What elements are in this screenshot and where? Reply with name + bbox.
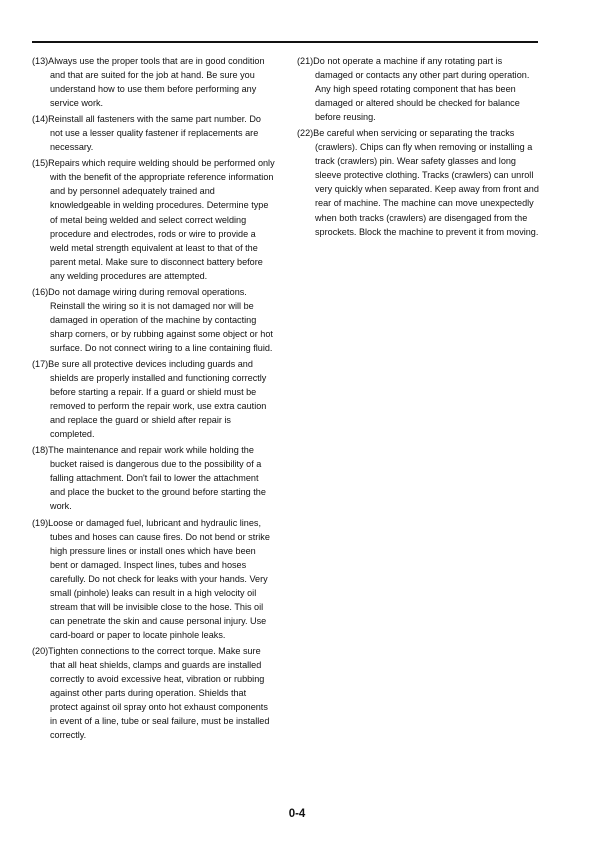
safety-item-13	[32, 54, 275, 110]
item-text: Loose or damaged fuel, lubricant and hydraulic lines, tubes and hoses can cause fires. Do not bend or strike high pressure lines or install ones which have been bent or damaged. Inspect lines, tubes and hoses carefully. Do not check for leaks with your hands. Very small (pinhole) leaks can result in a high velocity oil stream that will be invisible close to the hose. This oil can penetrate the skin and cause personal injury. Use card-board or paper to locate pinhole leaks.	[48, 517, 270, 640]
safety-item-16	[32, 285, 275, 355]
item-text: Reinstall all fasteners with the same part number. Do not use a lesser quality fastener if replacements are necessary.	[48, 114, 261, 153]
safety-item-22	[297, 126, 540, 238]
safety-item-17	[32, 357, 275, 441]
item-number: (14)	[32, 114, 49, 125]
item-number: (18)	[32, 445, 49, 456]
item-number: (16)	[32, 286, 49, 297]
left-column	[32, 54, 275, 744]
safety-item-20	[32, 644, 275, 742]
item-text: The maintenance and repair work while holding the bucket raised is dangerous due to the possibility of a falling attachment. Don't fail to lower the attachment and place the bucket to the ground before starting the work.	[48, 445, 266, 512]
item-number: (15)	[32, 158, 49, 169]
item-number: (17)	[32, 358, 49, 369]
item-text: Be sure all protective devices including guards and shields are properly installed and functioning correctly before starting a repair. If a guard or shield must be removed to perform the repair work, use extra caution and replace the guard or shield after repair is completed.	[48, 358, 267, 440]
safety-item-18	[32, 443, 275, 513]
item-number: (20)	[32, 645, 49, 656]
item-text: Repairs which require welding should be performed only with the benefit of the appropriate reference information and by personnel adequately trained and knowledgeable in welding procedures. Determine type of metal being welded and select correct welding procedure and electrodes, rods or wire to provide a weld metal strength equivalent at least to that of the parent metal. Make sure to disconnect battery before any welding procedures are attempted.	[48, 158, 275, 281]
item-number: (13)	[32, 56, 49, 66]
item-number: (19)	[32, 517, 49, 528]
item-text: Be careful when servicing or separating the tracks (crawlers). Chips can fly when removing or installing a track (crawlers) pin. Wear safety glasses and long sleeve protective clothing. Tracks (crawlers) can unroll very quickly when separated. Keep away from front and rear of machine. The machine can move unexpectedly when both tracks (crawlers) are disengaged from the sprockets. Block the machine to prevent it from moving.	[313, 128, 539, 237]
item-text: Do not damage wiring during removal operations. Reinstall the wiring so it is not damaged nor will be damaged in operation of the machine by contacting sharp corners, or by rubbing against some object or hot surface. Do not connect wiring to a line containing fluid.	[48, 286, 273, 353]
item-text: Do not operate a machine if any rotating part is damaged or contacts any other part during operation. Any high speed rotating component that has been damaged or altered should be checked for balance before reusing.	[313, 56, 530, 123]
safety-item-14	[32, 112, 275, 154]
item-number: (21)	[297, 56, 314, 66]
item-text: Always use the proper tools that are in good condition and that are suited for the job at hand. Be sure you understand how to use them before performing any service work.	[48, 56, 265, 109]
item-number: (22)	[297, 128, 314, 139]
safety-item-15	[32, 156, 275, 282]
safety-item-21	[297, 54, 540, 124]
right-column	[297, 54, 540, 241]
header-rule	[32, 41, 538, 43]
safety-item-19	[32, 516, 275, 642]
page-number: 0-4	[288, 808, 306, 820]
item-text: Tighten connections to the correct torque. Make sure that all heat shields, clamps and guards are installed correctly to avoid excessive heat, vibration or rubbing against other parts during operation. Shields that protect against oil spray onto hot exhaust components in event of a line, tube or seal failure, must be installed correctly.	[48, 645, 270, 741]
